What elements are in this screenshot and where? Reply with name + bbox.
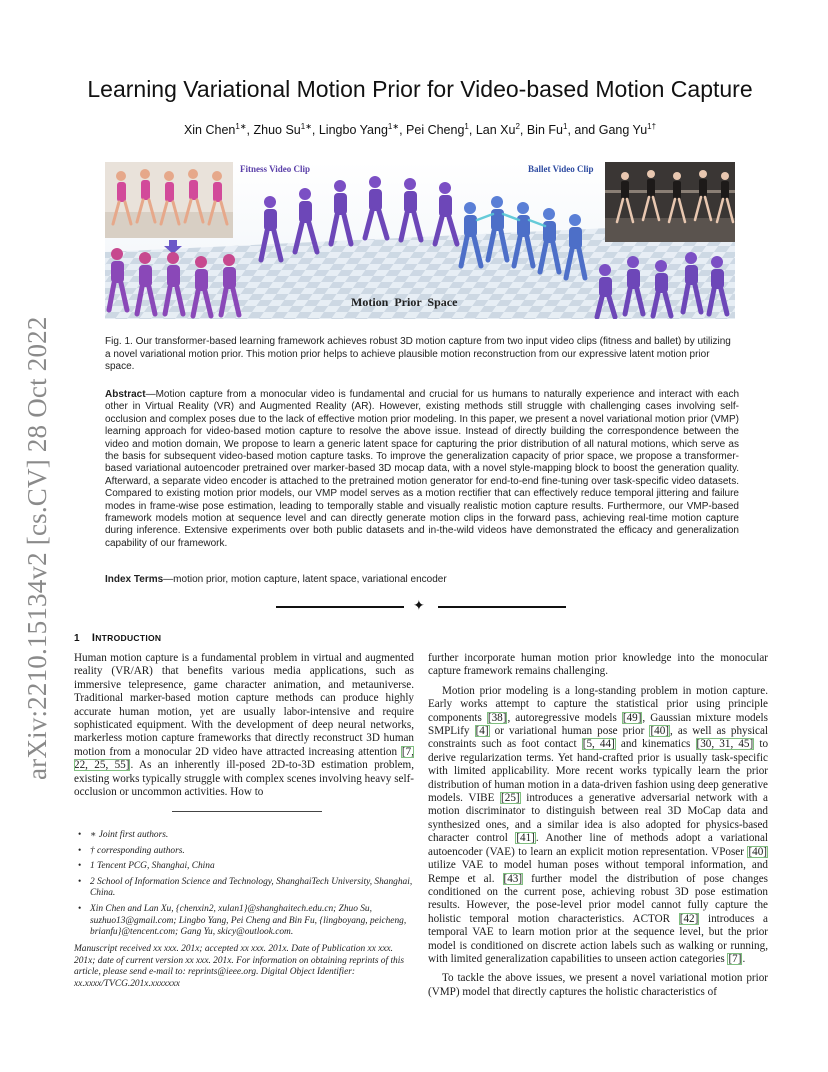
- section-heading: [74, 632, 161, 644]
- paragraph: Human motion capture is a fundamental problem in virtual and augmented reality (VR/AR) that benefits various media applications, such as immersive telepresence, game character animation, and metauniverse. Traditional marker-based motion capture methods can produce highly accurate human motion, yet are usually labor-intensive and require sophisticated equipment. With the development of deep neural networks, markerless motion capture frameworks that directly reconstruct 3D human motion from a monocular 2D video have attracted increasing attention [7, 22, 25, 55]. As an inherently ill-posed 2D-to-3D estimation problem, existing works typically struggle with complex scenes involving heavy self-occlusion or uncommon activities. How to: [74, 652, 414, 799]
- citation-link[interactable]: [40]: [650, 725, 669, 738]
- author-name: Pei Cheng: [406, 123, 465, 138]
- citation-link[interactable]: [4]: [475, 725, 489, 738]
- teaser-figure: [105, 162, 735, 319]
- footnote-item: • † corresponding authors.: [78, 846, 414, 858]
- paragraph: To tackle the above issues, we present a novel variational motion prior (VMP) model that directly captures the holistic characteristics of: [428, 972, 768, 998]
- citation-link[interactable]: [7]: [728, 952, 742, 965]
- abstract-heading: Abstract: [105, 389, 146, 400]
- abstract-text: —Motion capture from a monocular video is fundamental and crucial for us humans to naturally experience and interact with each other in Virtual Reality (VR) and Augmented Reality (AR). However, existing methods still struggle with challenging cases involving self-occlusion and complex poses due to the lack of effective motion prior modeling. In this paper, we present a novel variational motion prior (VMP) learning approach for video-based motion capture to resolve the above issue. Instead of directly building the correspondence between the video and motion domain, We propose to learn a generic latent space for capturing the prior distribution of all natural motions, which serve as the basis for subsequent video-based motion capture tasks. To improve the generalization capacity of prior space, we propose a transformer-based variational autoencoder pretrained over marker-based 3D mocap data, with a novel style-mapping block to boost the generation quality. Afterward, a separate video encoder is attached to the pretrained motion generator for end-to-end fine-tuning over task-specific video datasets. Compared to existing motion prior models, our VMP model serves as a motion rectifier that can effectively reduce temporal jittering and failure modes in frame-wise pose estimation, leading to temporally stable and visually realistic motion capture results. Furthermore, our VMP-based framework models motion at sequence level and can directly generate motion clips in the forward pass, achieving real-time motion capture during inference. Extensive experiments over both public datasets and in-the-wild videos have demonstrated the efficacy and generalization capability of our framework.: [105, 389, 739, 549]
- footnote-item: • Xin Chen and Lan Xu, {chenxin2, xulan1}@shanghaitech.edu.cn; Zhuo Su, suzhuo13@gmail.com; Lingbo Yang, Pei Cheng and Bin Fu, {lingboyang, peicheng, brianfu}@tencent.com; Gang Yu, skicy@outlook.com.: [78, 904, 414, 939]
- author-affiliation-mark: 1: [562, 122, 568, 131]
- author-affiliation-mark: 2: [515, 122, 520, 131]
- index-terms-heading: Index Terms: [105, 574, 164, 585]
- figure-caption: Fig. 1. Our transformer-based learning framework achieves robust 3D motion capture from two input video clips (fitness and ballet) by utilizing a novel variational motion prior. This motion prior helps to achieve plausible motion reconstruction from our expressive latent motion prior space.: [105, 336, 731, 372]
- paper-title: Learning Variational Motion Prior for Video-based Motion Capture: [87, 76, 753, 102]
- citation-link[interactable]: [49]: [622, 711, 642, 724]
- citation-link[interactable]: [30, 31, 45]: [696, 738, 754, 751]
- citation-link[interactable]: [5, 44]: [582, 738, 615, 751]
- section-divider: [276, 599, 566, 615]
- index-terms-text: —motion prior, motion capture, latent space, variational encoder: [163, 574, 447, 585]
- teaser-figure-svg: [105, 162, 735, 319]
- right-column: [428, 652, 768, 999]
- author-affiliation-mark: 1∗: [235, 122, 247, 131]
- author-affiliation-mark: 1∗: [300, 122, 312, 131]
- footnote-item: • 2 School of Information Science and Technology, ShanghaiTech University, Shanghai, China.: [78, 877, 414, 900]
- footnote-rule: [172, 811, 322, 812]
- author-name: Gang Yu: [598, 123, 648, 138]
- author-affiliation-mark: 1†: [647, 122, 657, 131]
- divider-line-left: [276, 606, 404, 608]
- index-terms: [105, 574, 739, 585]
- author-name: Xin Chen: [183, 123, 236, 138]
- author-name: Lingbo Yang: [318, 123, 388, 138]
- citation-link[interactable]: [7, 22, 25, 55]: [74, 745, 414, 772]
- citation-link[interactable]: [38]: [487, 711, 507, 724]
- divider-line-right: [438, 606, 566, 608]
- author-list: Xin Chen$^{1∗}$, Zhuo $Su^{1∗}$, Lingbo Yang$^{1∗}$, Pei Cheng$^1$, Lan Xu$^2$, Bin Fu$^1$, and Gang $Yu^{1\dagger}$: [183, 122, 657, 138]
- citation-link[interactable]: [25]: [501, 792, 520, 805]
- left-column: [74, 652, 414, 799]
- ballet-photo: [605, 162, 735, 242]
- author-name: Zhuo Su: [253, 123, 301, 138]
- footnote-item: • 1 Tencent PCG, Shanghai, China: [78, 861, 414, 873]
- citation-link[interactable]: [41]: [516, 832, 535, 845]
- paragraph: further incorporate human motion prior knowledge into the monocular capture framework remains challenging.: [428, 652, 768, 678]
- author-name: Lan Xu: [475, 123, 516, 138]
- divider-ornament-icon: ✦: [413, 598, 425, 614]
- section-title: INTRODUCTION: [91, 632, 162, 644]
- section-number: 1: [74, 633, 80, 644]
- motion-prior-space-label: Motion Prior Space: [351, 295, 458, 309]
- fitness-photo: [105, 162, 233, 238]
- manuscript-note: Manuscript received xx xxx. 201x; accepted xx xxx. 201x. Date of Publication xx xxx. 201x; date of current version xx xxx. 201x. For information on obtaining reprints of this article, please send e-mail to: reprints@ieee.org. Digital Object Identifier: xx.xxxx/TVCG.201x.xxxxxxx: [74, 944, 404, 989]
- citation-link[interactable]: [42]: [679, 912, 699, 925]
- footnote-item: • ∗ Joint first authors.: [78, 830, 414, 842]
- author-name: Bin Fu: [526, 123, 563, 138]
- paragraph: Motion prior modeling is a long-standing problem in motion capture. Early works attempt to capture the statistical prior using principle components [38], autoregressive models [49], Gaussian mixture models SMPLify [4] or variational human pose prior [40], as well as physical constraints such as foot contact [5, 44] and kinematics [30, 31, 45] to derive regularization terms. Yet hand-crafted prior is usually task-specific with limited applicability. More recent works typically learn the prior distribution of human motion in a data-driven fashion using deep generative models. VIBE [25] introduces a generative adversarial network with a motion discriminator to distinguish between real 3D MoCap data and synthesized ones, and a similar idea is also adopted for physics-based character control [41]. Another line of methods adopt a variational autoencoder (VAE) to learn an explicit motion representation. VPoser [40] utilize VAE to model human poses without temporal information, and Rempe et al. [43] further model the distribution of pose changes conditioned on the current pose, achieving robust 3D pose estimation results. However, the pose-level prior model cannot fully capture the holistic temporal motion characteristics. ACTOR [42] introduces a temporal VAE to learn motion prior at the sequence level, but the prior model is conditioned on discrete action labels such as walking or running, with limited generalization capabilities to unseen action categories [7].: [428, 684, 769, 965]
- citation-link[interactable]: [43]: [503, 872, 523, 885]
- citation-link[interactable]: [40]: [748, 845, 767, 858]
- author-affiliation-mark: 1: [464, 122, 469, 131]
- abstract: [105, 389, 739, 550]
- arxiv-side-stamp: arXiv:2210.15134v2 [cs.CV] 28 Oct 2022: [22, 316, 52, 780]
- ballet-clip-label: Ballet Video Clip: [528, 164, 594, 174]
- footnotes: [78, 830, 414, 943]
- author-affiliation-mark: 1∗: [387, 122, 400, 131]
- fitness-clip-label: Fitness Video Clip: [240, 164, 311, 174]
